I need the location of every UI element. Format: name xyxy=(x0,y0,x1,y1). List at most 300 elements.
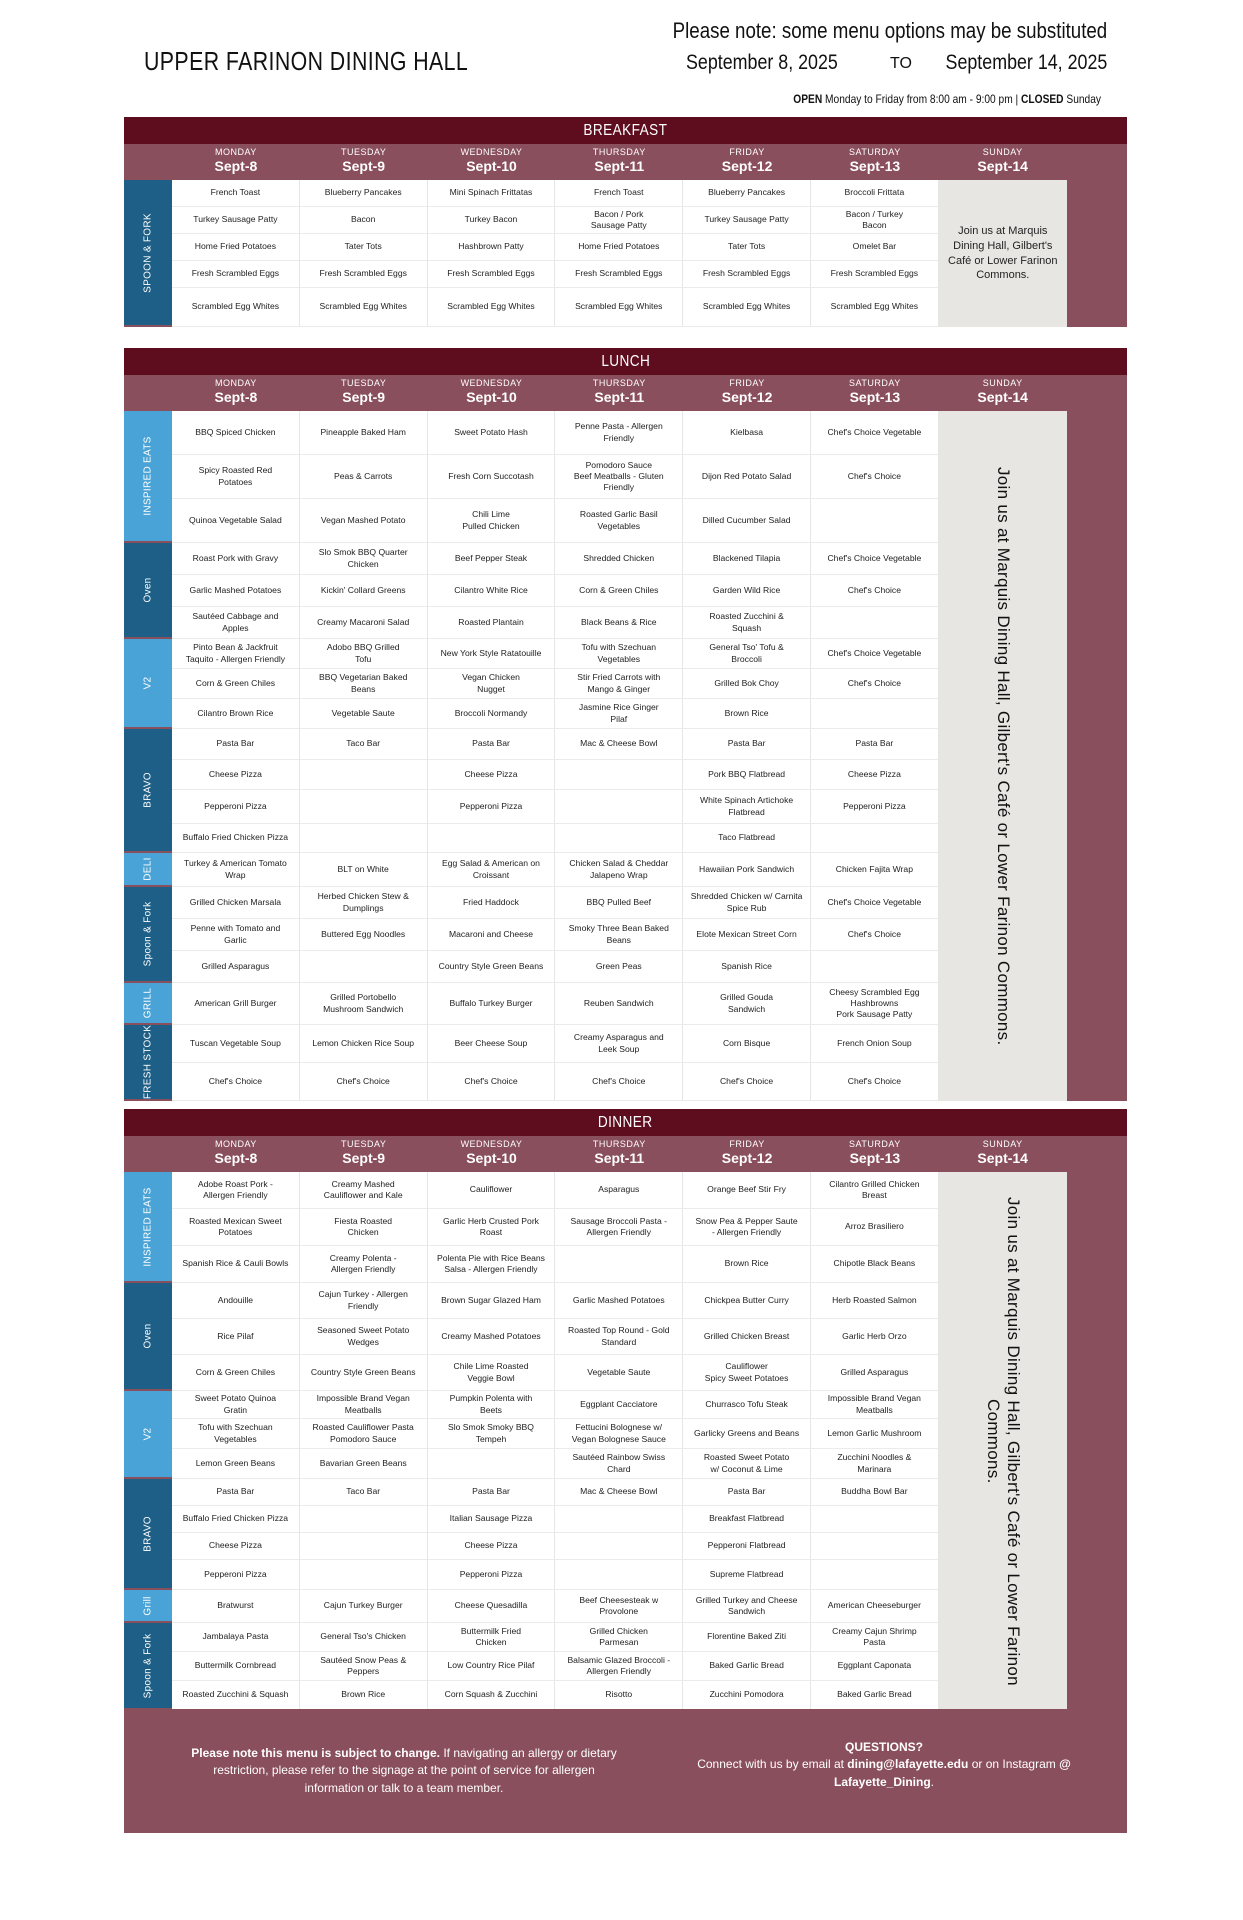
menu-item: Pepperoni Pizza xyxy=(428,1560,556,1590)
day-name: FRIDAY xyxy=(729,378,765,388)
station-label: Spoon & Fork xyxy=(142,901,154,967)
day-header-monday xyxy=(172,375,300,411)
menu-item: Roasted Top Round - Gold Standard xyxy=(555,1319,683,1355)
menu-item: Sautéed Cabbage and Apples xyxy=(172,607,300,639)
menu-item: Snow Pea & Pepper Saute - Allergen Friendly xyxy=(683,1209,811,1246)
day-column-thursday xyxy=(555,1172,683,1710)
menu-item xyxy=(300,790,428,824)
menu-item: Home Fried Potatoes xyxy=(172,234,300,261)
day-column-saturday xyxy=(811,411,939,1101)
lunch-section xyxy=(124,348,1127,1101)
day-date: Sept-10 xyxy=(466,158,517,174)
menu-item: Tofu with Szechuan Vegetables xyxy=(555,639,683,669)
menu-item: Slo Smok BBQ Quarter Chicken xyxy=(300,543,428,575)
menu-item: Bacon / Pork Sausage Patty xyxy=(555,207,683,234)
menu-item: Polenta Pie with Rice Beans Salsa - Allergen Friendly xyxy=(428,1246,556,1283)
allergy-note xyxy=(184,1745,624,1797)
menu-item: Cilantro Grilled Chicken Breast xyxy=(811,1172,939,1209)
date-range-to: TO xyxy=(890,55,912,72)
menu-item: Spanish Rice & Cauli Bowls xyxy=(172,1246,300,1283)
station-inspired-eats xyxy=(124,411,172,543)
dinner-stations xyxy=(124,1172,172,1710)
hours-separator: | xyxy=(1015,92,1019,106)
station-label: INSPIRED EATS xyxy=(142,1186,154,1267)
menu-item: Bacon xyxy=(300,207,428,234)
menu-item: Dilled Cucumber Salad xyxy=(683,499,811,543)
day-name: THURSDAY xyxy=(592,378,646,388)
menu-item: Chef's Choice xyxy=(811,575,939,607)
station-spoon-fork xyxy=(124,180,172,327)
day-column-saturday xyxy=(811,180,939,327)
sunday-note-text: Join us at Marquis Dining Hall, Gilbert's Café or Lower Farinon Commons. xyxy=(993,466,1013,1046)
menu-item: Tater Tots xyxy=(683,234,811,261)
day-header-friday xyxy=(683,1136,811,1172)
menu-item: Herbed Chicken Stew & Dumplings xyxy=(300,887,428,919)
lunch-stations xyxy=(124,411,172,1101)
menu-item xyxy=(300,1506,428,1533)
menu-item: Sautéed Snow Peas & Peppers xyxy=(300,1652,428,1681)
lunch-day-columns xyxy=(172,411,939,1101)
menu-item: Fettucini Bolognese w/ Vegan Bolognese Sauce xyxy=(555,1419,683,1449)
day-header-friday xyxy=(683,375,811,411)
station-deli xyxy=(124,853,172,887)
open-hours: Monday to Friday from 8:00 am - 9:00 pm xyxy=(825,92,1013,106)
menu-item: Jambalaya Pasta xyxy=(172,1623,300,1652)
menu-item: Zucchini Noodles & Marinara xyxy=(811,1449,939,1479)
menu-item: Creamy Mashed Cauliflower and Kale xyxy=(300,1172,428,1209)
menu-item: Chef's Choice xyxy=(683,1063,811,1101)
menu-item: Pasta Bar xyxy=(683,1479,811,1506)
menu-item: Slo Smok Smoky BBQ Tempeh xyxy=(428,1419,556,1449)
menu-item: Jasmine Rice Ginger Pilaf xyxy=(555,699,683,729)
station-label: V2 xyxy=(142,1427,154,1441)
day-date: Sept-13 xyxy=(849,1150,901,1166)
menu-item: French Onion Soup xyxy=(811,1025,939,1063)
lunch-title-bar xyxy=(124,348,1127,375)
menu-item xyxy=(811,699,939,729)
menu-item: Grilled Asparagus xyxy=(172,951,300,983)
menu-item: Buffalo Turkey Burger xyxy=(428,983,556,1025)
menu-item: Pepperoni Pizza xyxy=(428,790,556,824)
menu-item: Spicy Roasted Red Potatoes xyxy=(172,455,300,499)
menu-item xyxy=(300,951,428,983)
sunday-note-text: Join us at Marquis Dining Hall, Gilbert's Café or Lower Farinon Commons. xyxy=(983,1196,1024,1686)
day-header-monday xyxy=(172,144,300,180)
menu-item: Grilled Chicken Breast xyxy=(683,1319,811,1355)
menu-item: Garlic Herb Crusted Pork Roast xyxy=(428,1209,556,1246)
menu-item: Chipotle Black Beans xyxy=(811,1246,939,1283)
menu-item: Grilled Bok Choy xyxy=(683,669,811,699)
menu-item: Taco Bar xyxy=(300,1479,428,1506)
day-date: Sept-10 xyxy=(466,389,517,405)
menu-item xyxy=(811,499,939,543)
lunch-day-header xyxy=(172,375,1127,411)
page-title: UPPER FARINON DINING HALL xyxy=(144,46,469,76)
menu-item: Spanish Rice xyxy=(683,951,811,983)
day-date: Sept-14 xyxy=(977,1150,1028,1166)
day-name: WEDNESDAY xyxy=(460,1139,523,1149)
dinner-title-bar xyxy=(124,1109,1127,1136)
menu-item: French Toast xyxy=(172,180,300,207)
menu-item: Brown Rice xyxy=(683,699,811,729)
station-grill xyxy=(124,1590,172,1623)
menu-item: Low Country Rice Pilaf xyxy=(428,1652,556,1681)
menu-item: Grilled Asparagus xyxy=(811,1355,939,1391)
menu-item: Pasta Bar xyxy=(428,729,556,760)
menu-item: New York Style Ratatouille xyxy=(428,639,556,669)
menu-item: Italian Sausage Pizza xyxy=(428,1506,556,1533)
menu-item: Chef's Choice xyxy=(172,1063,300,1101)
menu-item: Cheese Pizza xyxy=(428,1533,556,1560)
menu-item: Brown Rice xyxy=(300,1681,428,1710)
menu-item xyxy=(428,824,556,853)
menu-item: Grilled Chicken Parmesan xyxy=(555,1623,683,1652)
menu-item: Eggplant Caponata xyxy=(811,1652,939,1681)
menu-item: Fresh Scrambled Eggs xyxy=(172,261,300,288)
menu-item: Pork BBQ Flatbread xyxy=(683,760,811,790)
menu-item xyxy=(811,1560,939,1590)
menu-item: Vegan Chicken Nugget xyxy=(428,669,556,699)
instagram-link[interactable]: @ Lafayette_Dining xyxy=(833,1757,1071,1789)
menu-item: Pasta Bar xyxy=(683,729,811,760)
breakfast-section xyxy=(124,117,1127,327)
menu-item: Pumpkin Polenta with Beets xyxy=(428,1391,556,1419)
menu-item: Garden Wild Rice xyxy=(683,575,811,607)
menu-item: Vegan Mashed Potato xyxy=(300,499,428,543)
menu-item: Cajun Turkey Burger xyxy=(300,1590,428,1623)
station-label: V2 xyxy=(142,676,154,690)
menu-item: Taco Flatbread xyxy=(683,824,811,853)
menu-item: Adobe Roast Pork - Allergen Friendly xyxy=(172,1172,300,1209)
menu-item: Pepperoni Pizza xyxy=(172,790,300,824)
menu-item: Turkey Sausage Patty xyxy=(172,207,300,234)
day-date: Sept-9 xyxy=(342,158,386,174)
menu-item: Chef's Choice Vegetable xyxy=(811,639,939,669)
menu-item: White Spinach Artichoke Flatbread xyxy=(683,790,811,824)
menu-item: Fiesta Roasted Chicken xyxy=(300,1209,428,1246)
breakfast-sunday-note xyxy=(939,180,1067,327)
menu-item: Black Beans & Rice xyxy=(555,607,683,639)
menu-item: Scrambled Egg Whites xyxy=(300,288,428,327)
station-v2 xyxy=(124,1391,172,1479)
day-date: Sept-8 xyxy=(214,1150,258,1166)
dinner-section xyxy=(124,1109,1127,1710)
station-grill xyxy=(124,983,172,1025)
day-date: Sept-12 xyxy=(721,158,773,174)
day-name: THURSDAY xyxy=(592,1139,646,1149)
lunch-sunday-note xyxy=(939,411,1067,1101)
menu-item: Roasted Plantain xyxy=(428,607,556,639)
menu-item: Arroz Brasiliero xyxy=(811,1209,939,1246)
day-column-monday xyxy=(172,411,300,1101)
day-column-tuesday xyxy=(300,1172,428,1710)
menu-item xyxy=(555,1560,683,1590)
menu-item: Chef's Choice xyxy=(428,1063,556,1101)
menu-item: Breakfast Flatbread xyxy=(683,1506,811,1533)
menu-item: Home Fried Potatoes xyxy=(555,234,683,261)
menu-item: Chef's Choice Vegetable xyxy=(811,887,939,919)
menu-item xyxy=(300,1560,428,1590)
menu-item: Cheese Pizza xyxy=(428,760,556,790)
menu-item: Dijon Red Potato Salad xyxy=(683,455,811,499)
day-column-tuesday xyxy=(300,411,428,1101)
day-name: TUESDAY xyxy=(341,378,387,388)
menu-item: Chef's Choice xyxy=(300,1063,428,1101)
contact-text xyxy=(694,1756,1074,1791)
menu-item: Roasted Garlic Basil Vegetables xyxy=(555,499,683,543)
menu-item: Fresh Scrambled Eggs xyxy=(428,261,556,288)
menu-item: BBQ Vegetarian Baked Beans xyxy=(300,669,428,699)
menu-item xyxy=(811,951,939,983)
day-name: MONDAY xyxy=(214,1139,257,1149)
station-label: FRESH STOCK xyxy=(142,1024,154,1100)
menu-item: Seasoned Sweet Potato Wedges xyxy=(300,1319,428,1355)
menu-item: Tater Tots xyxy=(300,234,428,261)
dinner-title: DINNER xyxy=(598,1114,653,1131)
menu-item: Kielbasa xyxy=(683,411,811,455)
menu-item: Cilantro Brown Rice xyxy=(172,699,300,729)
menu-item: Cilantro White Rice xyxy=(428,575,556,607)
day-header-tuesday xyxy=(300,1136,428,1172)
menu-item: Garlic Mashed Potatoes xyxy=(555,1283,683,1319)
menu-item: Scrambled Egg Whites xyxy=(683,288,811,327)
menu-item: Buttered Egg Noodles xyxy=(300,919,428,951)
menu-item: Blackened Tilapia xyxy=(683,543,811,575)
menu-item: Buddha Bowl Bar xyxy=(811,1479,939,1506)
station-label: GRILL xyxy=(142,987,154,1019)
menu-item: Baked Garlic Bread xyxy=(811,1681,939,1710)
day-header-saturday xyxy=(811,144,939,180)
menu-item: Fried Haddock xyxy=(428,887,556,919)
menu-item: Chef's Choice xyxy=(811,1063,939,1101)
menu-item: Buttermilk Fried Chicken xyxy=(428,1623,556,1652)
start-date: September 8, 2025 xyxy=(686,51,838,74)
contact-pre: Connect with us by email at xyxy=(697,1757,848,1772)
menu-item: Roasted Zucchini & Squash xyxy=(172,1681,300,1710)
menu-item: French Toast xyxy=(555,180,683,207)
menu-item: Fresh Scrambled Eggs xyxy=(300,261,428,288)
menu-item: Beef Cheesesteak w Provolone xyxy=(555,1590,683,1623)
menu-item: Roasted Mexican Sweet Potatoes xyxy=(172,1209,300,1246)
menu-item: Chickpea Butter Curry xyxy=(683,1283,811,1319)
menu-item: BBQ Pulled Beef xyxy=(555,887,683,919)
day-date: Sept-13 xyxy=(849,158,901,174)
day-header-tuesday xyxy=(300,375,428,411)
menu-item: Corn & Green Chiles xyxy=(172,669,300,699)
day-name: TUESDAY xyxy=(341,1139,387,1149)
menu-item: Smoky Three Bean Baked Beans xyxy=(555,919,683,951)
menu-item: Baked Garlic Bread xyxy=(683,1652,811,1681)
menu-item: Turkey & American Tomato Wrap xyxy=(172,853,300,887)
day-name: SUNDAY xyxy=(982,147,1023,157)
menu-item: Mac & Cheese Bowl xyxy=(555,1479,683,1506)
menu-item: General Tso's Chicken xyxy=(300,1623,428,1652)
menu-item: Green Peas xyxy=(555,951,683,983)
menu-item: Sautéed Rainbow Swiss Chard xyxy=(555,1449,683,1479)
menu-item xyxy=(555,1506,683,1533)
menu-item: Pasta Bar xyxy=(172,1479,300,1506)
breakfast-menu-grid xyxy=(124,180,1127,327)
menu-item: Penne with Tomato and Garlic xyxy=(172,919,300,951)
menu-item: Vegetable Saute xyxy=(300,699,428,729)
breakfast-stations xyxy=(124,180,172,327)
questions-heading: QUESTIONS? xyxy=(844,1740,923,1754)
menu-item: Cajun Turkey - Allergen Friendly xyxy=(300,1283,428,1319)
station-fresh-stock xyxy=(124,1025,172,1101)
day-column-wednesday xyxy=(428,180,556,327)
day-date: Sept-14 xyxy=(977,389,1028,405)
menu-item: Orange Beef Stir Fry xyxy=(683,1172,811,1209)
day-name: TUESDAY xyxy=(341,147,387,157)
day-date: Sept-14 xyxy=(977,158,1028,174)
menu-item: Adobo BBQ Grilled Tofu xyxy=(300,639,428,669)
allergy-note-bold: Please note this menu is subject to change. xyxy=(191,1746,440,1760)
menu-item: Grilled Portobello Mushroom Sandwich xyxy=(300,983,428,1025)
menu-item: Hawaiian Pork Sandwich xyxy=(683,853,811,887)
menu-item: Blueberry Pancakes xyxy=(300,180,428,207)
menu-item xyxy=(300,824,428,853)
hours-line xyxy=(793,92,1101,106)
menu-item: Florentine Baked Ziti xyxy=(683,1623,811,1652)
menu-item: Taco Bar xyxy=(300,729,428,760)
menu-item: Churrasco Tofu Steak xyxy=(683,1391,811,1419)
menu-item: Corn & Green Chiles xyxy=(555,575,683,607)
day-column-friday xyxy=(683,180,811,327)
menu-item: Hashbrown Patty xyxy=(428,234,556,261)
day-header-thursday xyxy=(555,375,683,411)
station-label: BRAVO xyxy=(142,772,154,808)
menu-item: Fresh Scrambled Eggs xyxy=(683,261,811,288)
menu-item xyxy=(811,1506,939,1533)
menu-item: American Cheeseburger xyxy=(811,1590,939,1623)
menu-item: Grilled Chicken Marsala xyxy=(172,887,300,919)
email-link[interactable]: dining@lafayette.edu xyxy=(847,1757,969,1772)
station-label: Grill xyxy=(142,1595,154,1616)
sunday-note-text: Join us at Marquis Dining Hall, Gilbert's Café or Lower Farinon Commons. xyxy=(948,224,1058,282)
menu-item: Creamy Cajun Shrimp Pasta xyxy=(811,1623,939,1652)
station-spoon-fork xyxy=(124,1623,172,1710)
menu-item: Chef's Choice xyxy=(811,455,939,499)
day-header-thursday xyxy=(555,144,683,180)
menu-item: Tuscan Vegetable Soup xyxy=(172,1025,300,1063)
menu-item: American Grill Burger xyxy=(172,983,300,1025)
day-header-wednesday xyxy=(428,375,556,411)
menu-item: Creamy Macaroni Salad xyxy=(300,607,428,639)
day-column-thursday xyxy=(555,180,683,327)
menu-item: Roasted Sweet Potato w/ Coconut & Lime xyxy=(683,1449,811,1479)
menu-item: Chef's Choice Vegetable xyxy=(811,411,939,455)
menu-item: Pasta Bar xyxy=(428,1479,556,1506)
day-name: SATURDAY xyxy=(849,378,901,388)
station-label: Oven xyxy=(142,577,154,603)
day-date: Sept-8 xyxy=(214,158,258,174)
menu-item: Cheese Quesadilla xyxy=(428,1590,556,1623)
menu-item xyxy=(555,790,683,824)
day-header-tuesday xyxy=(300,144,428,180)
menu-item xyxy=(555,1533,683,1560)
menu-item: Grilled Turkey and Cheese Sandwich xyxy=(683,1590,811,1623)
closed-label: CLOSED xyxy=(1021,92,1064,106)
menu-item: Scrambled Egg Whites xyxy=(811,288,939,327)
menu-item: Cheese Pizza xyxy=(811,760,939,790)
day-name: SATURDAY xyxy=(849,147,901,157)
menu-item: Creamy Polenta - Allergen Friendly xyxy=(300,1246,428,1283)
menu-item: Zucchini Pomodora xyxy=(683,1681,811,1710)
menu-item: Broccoli Frittata xyxy=(811,180,939,207)
menu-item: Risotto xyxy=(555,1681,683,1710)
contact-mid: or on Instagram xyxy=(968,1757,1060,1772)
day-name: WEDNESDAY xyxy=(460,147,523,157)
menu-item xyxy=(300,1533,428,1560)
menu-item: Balsamic Glazed Broccoli - Allergen Friendly xyxy=(555,1652,683,1681)
menu-item: Elote Mexican Street Corn xyxy=(683,919,811,951)
day-header-saturday xyxy=(811,1136,939,1172)
day-column-friday xyxy=(683,1172,811,1710)
menu-item: Scrambled Egg Whites xyxy=(172,288,300,327)
station-inspired-eats xyxy=(124,1172,172,1283)
menu-item: Broccoli Normandy xyxy=(428,699,556,729)
lunch-title: LUNCH xyxy=(601,353,650,370)
menu-item: Fresh Scrambled Eggs xyxy=(811,261,939,288)
menu-item: Creamy Asparagus and Leek Soup xyxy=(555,1025,683,1063)
menu-item xyxy=(428,1449,556,1479)
menu-item xyxy=(555,760,683,790)
menu-item: Reuben Sandwich xyxy=(555,983,683,1025)
menu-item: Eggplant Cacciatore xyxy=(555,1391,683,1419)
day-header-sunday xyxy=(939,144,1067,180)
day-column-monday xyxy=(172,180,300,327)
menu-item: General Tso' Tofu & Broccoli xyxy=(683,639,811,669)
day-column-thursday xyxy=(555,411,683,1101)
menu-item: Shredded Chicken w/ Carnita Spice Rub xyxy=(683,887,811,919)
menu-item: Buffalo Fried Chicken Pizza xyxy=(172,824,300,853)
menu-item xyxy=(555,1246,683,1283)
day-date: Sept-12 xyxy=(721,389,773,405)
menu-item: Asparagus xyxy=(555,1172,683,1209)
station-oven xyxy=(124,543,172,639)
menu-item: Garlicky Greens and Beans xyxy=(683,1419,811,1449)
menu-item: Fresh Corn Succotash xyxy=(428,455,556,499)
station-v2 xyxy=(124,639,172,729)
day-header-thursday xyxy=(555,1136,683,1172)
day-header-wednesday xyxy=(428,144,556,180)
day-date: Sept-8 xyxy=(214,389,258,405)
menu-item: Egg Salad & American on Croissant xyxy=(428,853,556,887)
menu-item: Mac & Cheese Bowl xyxy=(555,729,683,760)
menu-item: Cauliflower Spicy Sweet Potatoes xyxy=(683,1355,811,1391)
menu-item: Peas & Carrots xyxy=(300,455,428,499)
menu-item: Bavarian Green Beans xyxy=(300,1449,428,1479)
menu-item: BBQ Spiced Chicken xyxy=(172,411,300,455)
menu-item xyxy=(300,760,428,790)
day-header-wednesday xyxy=(428,1136,556,1172)
day-name: SUNDAY xyxy=(982,378,1023,388)
menu-item: Impossible Brand Vegan Meatballs xyxy=(300,1391,428,1419)
menu-item: Lemon Green Beans xyxy=(172,1449,300,1479)
day-header-sunday xyxy=(939,1136,1067,1172)
menu-item: Chef's Choice xyxy=(811,919,939,951)
menu-item: Sweet Potato Quinoa Gratin xyxy=(172,1391,300,1419)
menu-item: Corn Bisque xyxy=(683,1025,811,1063)
menu-item: Bratwurst xyxy=(172,1590,300,1623)
menu-item: Buttermilk Cornbread xyxy=(172,1652,300,1681)
menu-item: Cheese Pizza xyxy=(172,760,300,790)
menu-item: Grilled Gouda Sandwich xyxy=(683,983,811,1025)
breakfast-title-bar xyxy=(124,117,1127,144)
station-label: Spoon & Fork xyxy=(142,1633,154,1698)
menu-item: Sweet Potato Hash xyxy=(428,411,556,455)
day-header-monday xyxy=(172,1136,300,1172)
